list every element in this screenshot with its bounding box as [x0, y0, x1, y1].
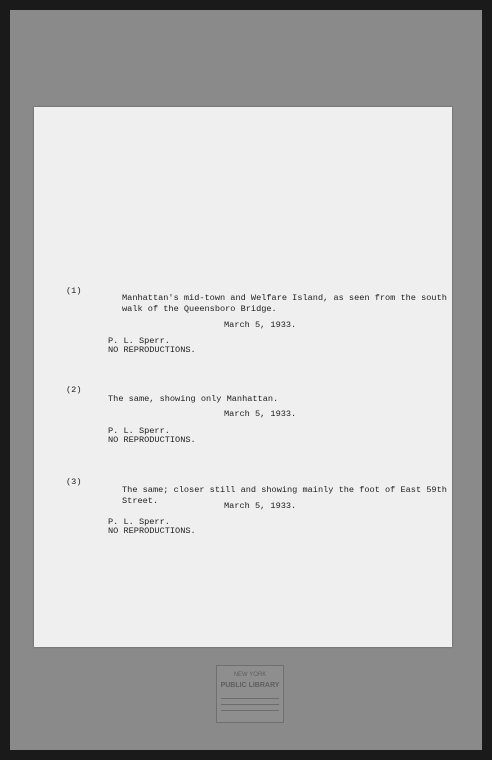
entry-3-caption: The same; closer still and showing mainly the foot of East 59th Street.: [122, 485, 447, 506]
entry-2-number: (2): [66, 385, 82, 395]
stamp-rule: [221, 698, 279, 699]
stamp-line-1: NEW YORK: [233, 672, 267, 678]
entry-2-notice: NO REPRODUCTIONS.: [108, 435, 196, 445]
entry-3-credit: P. L. Sperr.: [108, 517, 170, 527]
library-stamp: [216, 665, 284, 723]
entry-1-caption: Manhattan's mid-town and Welfare Island, as seen from the south walk of the Queensboro Bridge.: [122, 293, 447, 314]
entry-1-number: (1): [66, 286, 82, 296]
stamp-line-2: PUBLIC LIBRARY: [220, 682, 280, 689]
document-page: [34, 107, 452, 647]
entry-1-date: March 5, 1933.: [224, 320, 297, 330]
entry-2-credit: P. L. Sperr.: [108, 426, 170, 436]
entry-1-notice: NO REPRODUCTIONS.: [108, 345, 196, 355]
entry-2-caption: The same, showing only Manhattan.: [108, 394, 279, 404]
entry-2-date: March 5, 1933.: [224, 409, 297, 419]
entry-1-credit: P. L. Sperr.: [108, 336, 170, 346]
entry-3-notice: NO REPRODUCTIONS.: [108, 526, 196, 536]
stamp-rule: [221, 704, 279, 705]
entry-3-date: March 5, 1933.: [224, 501, 297, 511]
entry-3-number: (3): [66, 477, 82, 487]
stamp-rule: [221, 710, 279, 711]
